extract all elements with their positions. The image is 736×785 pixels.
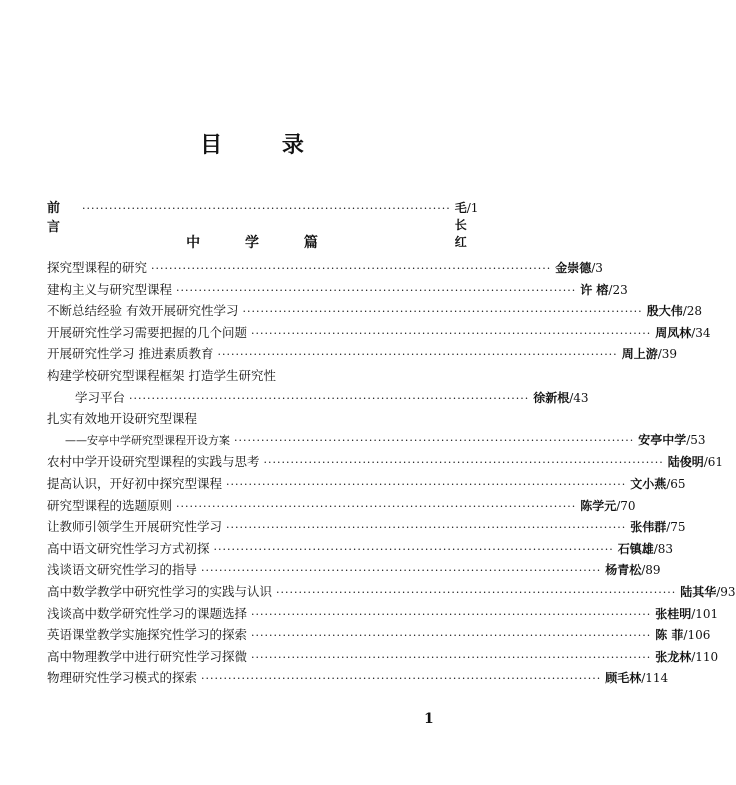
toc-entry — [47, 322, 711, 344]
leader-dots — [217, 344, 617, 366]
toc-entry — [47, 473, 686, 495]
preface-title: 前 言 — [47, 201, 79, 235]
entry-author: 张伟群 — [630, 520, 667, 535]
entry-title: 高中物理教学中进行研究性学习探微 — [47, 648, 248, 664]
leader-dots: ·················································································· — [82, 202, 451, 215]
entry-author: 杨青松 — [605, 563, 642, 578]
entry-page: /28 — [682, 304, 703, 319]
leader-dots — [226, 474, 626, 496]
entry-author: 安亭中学 — [638, 432, 687, 447]
toc-list — [47, 257, 736, 689]
entry-author: 顾毛林 — [605, 671, 642, 686]
entry-author: 石镇雄 — [617, 541, 654, 556]
entry-title: 浅谈高中数学研究性学习的课题选择 — [47, 605, 248, 621]
entry-author: 周上游 — [621, 347, 658, 362]
entry-author: 殷大伟 — [646, 304, 683, 319]
entry-title: 浅谈语文研究性学习的指导 — [47, 562, 198, 578]
leader-dots — [176, 280, 576, 302]
entry-page: /3 — [591, 261, 603, 275]
section-heading: 中 学 篇 — [186, 235, 338, 251]
entry-title: 高中数学教学中研究性学习的实践与认识 — [47, 583, 273, 599]
toc-entry — [47, 451, 724, 473]
leader-dots — [201, 560, 601, 582]
entry-author: 周凤林 — [655, 325, 692, 340]
leader-dots — [264, 452, 664, 474]
toc-entry — [47, 495, 636, 517]
leader-dots — [242, 301, 642, 323]
leader-dots — [251, 625, 651, 647]
toc-entry — [47, 387, 589, 409]
entry-page: /114 — [641, 671, 669, 686]
entry-title: 不断总结经验 有效开展研究性学习 — [47, 303, 239, 319]
entry-page: /75 — [666, 520, 686, 535]
leader-dots — [251, 323, 651, 345]
entry-title: 农村中学开设研究型课程的实践与思考 — [47, 454, 260, 470]
entry-page: /53 — [686, 432, 706, 447]
entry-author: 张龙林 — [655, 649, 692, 664]
entry-author: 徐新根 — [533, 390, 570, 405]
page-number: 1 — [424, 711, 434, 727]
entry-title: 让教师引领学生开展研究性学习 — [47, 519, 223, 535]
entry-title: 开展研究性学习 推进素质教育 — [47, 346, 214, 362]
leader-dots — [214, 539, 614, 561]
preface-author: 毛长红 — [454, 201, 467, 249]
entry-title: 扎实有效地开设研究型课程 — [47, 411, 198, 427]
entry-page: /61 — [703, 455, 724, 470]
entry-title: 物理研究性学习模式的探索 — [47, 670, 198, 686]
entry-title: 构建学校研究型课程框架 打造学生研究性 — [47, 367, 276, 383]
toc-entry — [47, 624, 711, 646]
entry-author: 金崇德 — [555, 261, 592, 275]
toc-entry — [47, 343, 678, 365]
leader-dots — [234, 430, 634, 452]
toc-entry — [47, 516, 686, 538]
leader-dots — [201, 668, 601, 690]
entry-title: 学习平台 — [75, 389, 126, 405]
entry-page: /93 — [716, 584, 736, 599]
toc-entry-heading — [47, 365, 447, 387]
leader-dots — [151, 258, 551, 280]
toc-entry — [47, 300, 703, 322]
leader-dots — [251, 647, 651, 669]
entry-page: /39 — [657, 347, 678, 362]
entry-page: /101 — [691, 606, 719, 621]
entry-title: 研究型课程的选题原则 — [47, 497, 173, 513]
entry-page: /70 — [616, 498, 636, 513]
entry-title: 建构主义与研究型课程 — [47, 281, 173, 297]
entry-page: /89 — [641, 563, 661, 578]
entry-author: 陆俊明 — [667, 455, 704, 470]
entry-page: /34 — [691, 325, 711, 340]
entry-author: 陆其华 — [680, 584, 717, 599]
entry-page: /106 — [683, 628, 711, 643]
entry-page: /65 — [666, 476, 686, 491]
entry-subtitle: ——安亭中学研究型课程开设方案 — [65, 433, 230, 447]
leader-dots — [226, 517, 626, 539]
toc-entry — [47, 603, 719, 625]
entry-page: /110 — [691, 649, 719, 664]
entry-title: 探究型课程的研究 — [47, 260, 148, 275]
entry-title: 提高认识，开好初中探究型课程 — [47, 475, 223, 491]
entry-author: 许 榕 — [580, 282, 609, 297]
toc-entry — [47, 667, 669, 689]
toc-entry — [47, 581, 736, 603]
page-title: 目 录 — [200, 132, 330, 158]
entry-title: 英语课堂教学实施探究性学习的探索 — [47, 627, 248, 643]
leader-dots — [129, 388, 529, 410]
entry-page: /43 — [569, 390, 589, 405]
entry-title: 开展研究性学习需要把握的几个问题 — [47, 324, 248, 340]
entry-author: 文小燕 — [630, 476, 667, 491]
toc-entry — [47, 538, 674, 560]
toc-entry — [47, 279, 628, 301]
toc-entry — [47, 559, 661, 581]
preface-page: /1 — [466, 201, 479, 215]
entry-author: 陈 菲 — [655, 628, 684, 643]
toc-entry-heading — [47, 408, 447, 430]
entry-author: 陈学元 — [580, 498, 617, 513]
toc-entry — [47, 430, 706, 452]
leader-dots — [176, 496, 576, 518]
leader-dots — [276, 582, 676, 604]
toc-entry — [47, 257, 603, 279]
leader-dots — [251, 604, 651, 626]
entry-title: 高中语文研究性学习方式初探 — [47, 540, 210, 556]
toc-entry — [47, 646, 719, 668]
entry-page: /83 — [653, 541, 674, 556]
entry-page: /23 — [608, 282, 628, 297]
entry-author: 张桂明 — [655, 606, 692, 621]
